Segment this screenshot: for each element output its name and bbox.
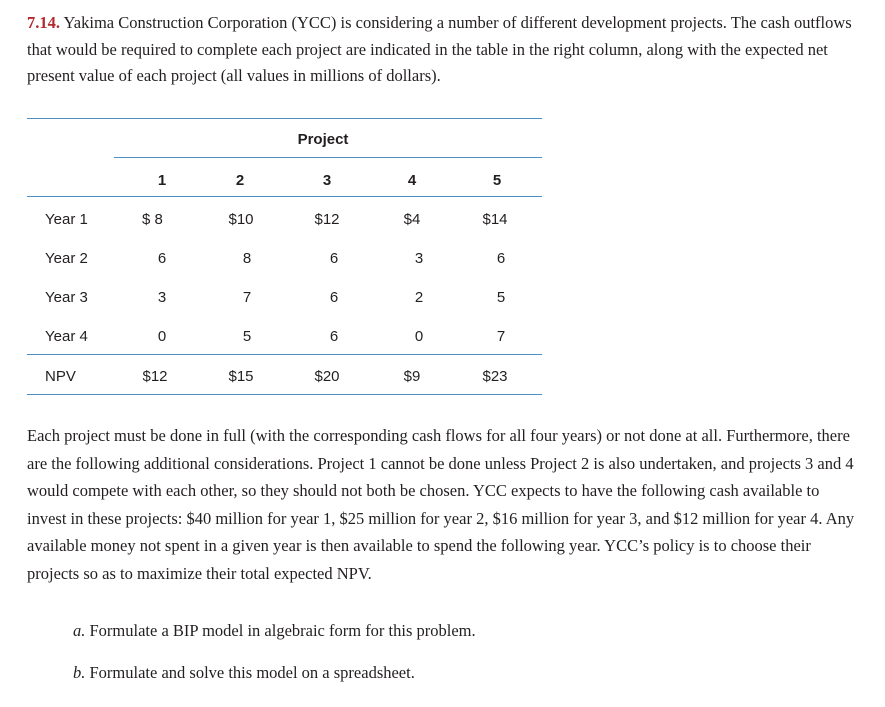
row-label: Year 2	[45, 250, 88, 267]
problem-intro-text: Yakima Construction Corporation (YCC) is considering a number of different development projects. The cash outflows that would be required to complete each project are indicated in the table in the right column, along with the expected net present value of each project (all values in millions of dollars).	[27, 13, 852, 85]
question-text: Formulate a BIP model in algebraic form for this problem.	[89, 621, 476, 640]
table-cell: $4	[403, 211, 421, 228]
project-group-header: Project	[297, 131, 349, 148]
question-b	[73, 663, 415, 683]
row-label: NPV	[45, 368, 76, 385]
row-label: Year 4	[45, 328, 88, 345]
column-header: 2	[235, 172, 245, 189]
question-letter: b.	[73, 663, 86, 682]
table-cell: $23	[482, 368, 508, 385]
row-label: Year 1	[45, 211, 88, 228]
question-text: Formulate and solve this model on a spreadsheet.	[89, 663, 415, 682]
table-cell: 8	[242, 250, 252, 267]
table-cell: $9	[403, 368, 421, 385]
cash-flow-table	[27, 118, 542, 398]
npv-divider-rule	[27, 354, 542, 355]
problem-number: 7.14.	[27, 13, 60, 32]
table-cell: 0	[157, 328, 167, 345]
table-cell: 6	[157, 250, 167, 267]
column-header: 5	[492, 172, 502, 189]
table-cell: $20	[314, 368, 340, 385]
table-cell: $15	[228, 368, 254, 385]
table-cell: $14	[482, 211, 508, 228]
table-cell: 3	[157, 289, 167, 306]
column-header: 3	[322, 172, 332, 189]
row-label: Year 3	[45, 289, 88, 306]
table-cell: $ 8	[142, 211, 163, 228]
question-letter: a.	[73, 621, 86, 640]
table-bottom-rule	[27, 394, 542, 395]
table-top-rule	[27, 118, 542, 119]
table-cell: 5	[242, 328, 252, 345]
table-cell: $12	[142, 368, 168, 385]
header-rule	[27, 196, 542, 197]
table-cell: 7	[242, 289, 252, 306]
table-cell: 6	[329, 289, 339, 306]
question-a	[73, 621, 476, 641]
table-cell: 6	[329, 250, 339, 267]
table-cell: 0	[414, 328, 424, 345]
table-cell: 5	[496, 289, 506, 306]
table-cell: $12	[314, 211, 340, 228]
problem-body-text: Each project must be done in full (with the corresponding cash flows for all four years) or not done at all. Furthermore, there are the following additional considerations. Project 1 cannot be done unless Project 2 is also undertaken, and projects 3 and 4 would compete with each other, so they should not both be chosen. YCC expects to have the following cash available to invest in these projects: $40 million for year 1, $25 million for year 2, $16 million for year 3, and $12 million for year 4. Any available money not spent in a given year is then available to spend the following year. YCC’s policy is to choose their projects so as to maximize their total expected NPV.	[27, 426, 855, 583]
table-cell: 3	[414, 250, 424, 267]
table-cell: 6	[329, 328, 339, 345]
column-header: 4	[407, 172, 417, 189]
column-header: 1	[157, 172, 167, 189]
table-cell: $10	[228, 211, 254, 228]
table-cell: 2	[414, 289, 424, 306]
group-header-rule	[114, 157, 542, 158]
table-cell: 6	[496, 250, 506, 267]
table-cell: 7	[496, 328, 506, 345]
problem-intro	[27, 10, 857, 90]
